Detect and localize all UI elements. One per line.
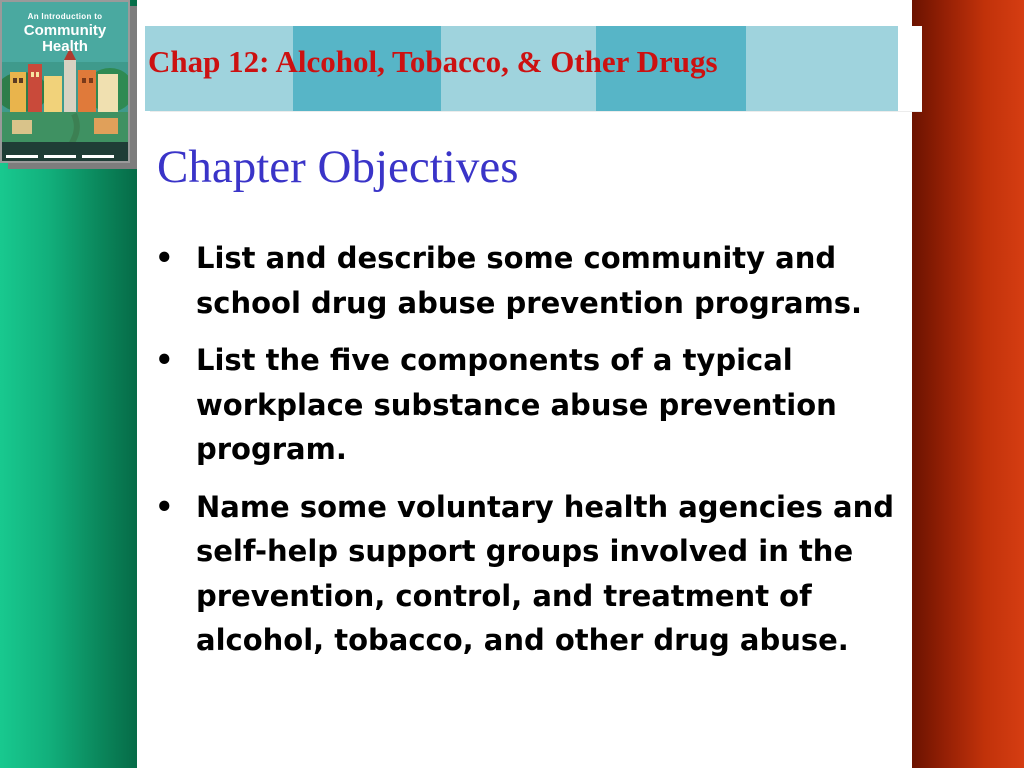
book-title-line1: Community [23,22,107,39]
objective-text: Name some voluntary health agencies and self-help support groups involved in the prevention, control, and treatment of alcohol, tobacco, and other drug abuse. [196,489,894,657]
right-decorative-strip [912,0,1024,768]
book-cover-image [0,0,130,163]
bullet-marker: • [155,241,174,275]
slide-title: Chap 12: Alcohol, Tobacco, & Other Drugs [148,44,718,79]
slide-heading: Chapter Objectives [157,141,519,193]
book-authors-band [6,145,124,155]
objective-text: List and describe some community and school drug abuse prevention programs. [196,241,863,320]
objective-item [155,485,900,663]
objective-item [155,338,900,472]
objective-item [155,236,900,325]
bullet-marker: • [155,343,174,377]
bullet-marker: • [155,489,174,524]
banner-segment [898,26,922,111]
book-title-line2: Health [42,38,88,55]
book-pretitle: An Introduction to [27,12,103,21]
objectives-list [155,236,900,676]
objective-text: List the five components of a typical workplace substance abuse prevention program. [196,343,837,466]
